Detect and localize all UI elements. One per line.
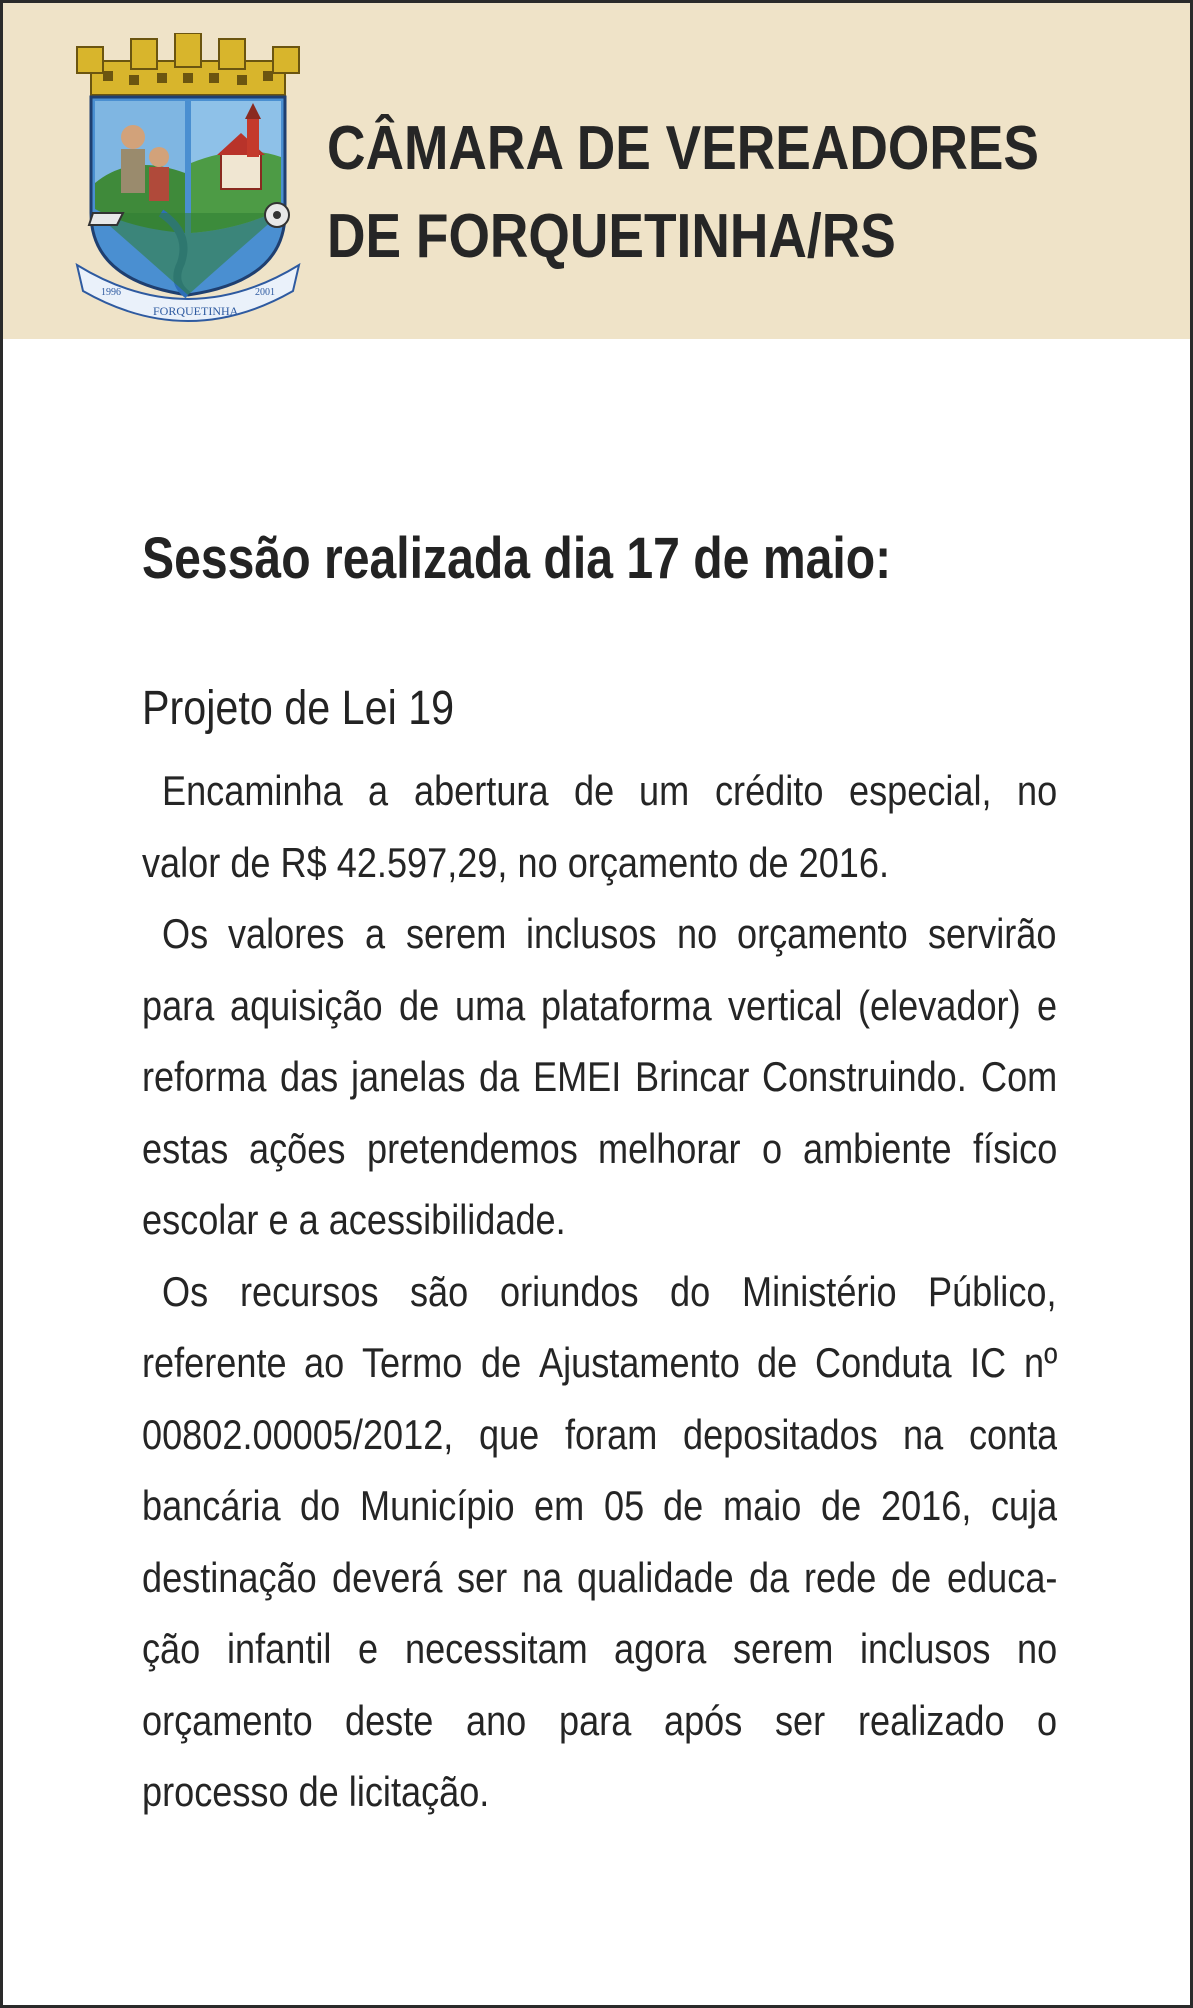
crest-year-right: 2001 [255, 287, 275, 298]
institution-title-line-2: DE FORQUETINHA/RS [327, 202, 896, 271]
body-line: ção infantil e necessitam agora serem inclusos no [142, 1625, 1057, 1672]
body-line: para aquisição de uma plataforma vertical (elevador) e [142, 981, 1057, 1029]
body-line: reforma das janelas da EMEI Brincar Construindo. Com [142, 1053, 1057, 1100]
body-line: Os valores a serem inclusos no orçamento servirão [162, 910, 1057, 957]
body-line: orçamento deste ano para após ser realizado o [142, 1696, 1057, 1744]
municipal-coat-of-arms-icon [71, 33, 305, 325]
body-line: processo de licitação. [142, 1768, 490, 1815]
institution-title-line-1: CÂMARA DE VEREADORES [327, 114, 1039, 183]
session-heading: Sessão realizada dia 17 de maio: [142, 526, 892, 591]
article-body [142, 755, 1057, 1828]
body-line: referente ao Termo de Ajustamento de Conduta IC nº [142, 1339, 1057, 1386]
institution-title [327, 105, 1039, 281]
project-title: Projeto de Lei 19 [142, 682, 455, 735]
body-line: 00802.00005/2012, que foram depositados na conta [142, 1410, 1057, 1458]
crest-year-left: 1996 [101, 287, 121, 298]
crest-ribbon-text: FORQUETINHA [153, 304, 239, 318]
body-line: escolar e a acessibilidade. [142, 1196, 566, 1243]
body-line: Encaminha a abertura de um crédito especial, no [162, 767, 1057, 814]
body-line: estas ações pretendemos melhorar o ambiente físico [142, 1124, 1057, 1172]
body-line: Os recursos são oriundos do Ministério Público, [162, 1267, 1057, 1315]
header-banner [3, 3, 1190, 339]
body-line: valor de R$ 42.597,29, no orçamento de 2016. [142, 838, 890, 886]
body-line: bancária do Município em 05 de maio de 2016, cuja [142, 1482, 1057, 1529]
body-line: destinação deverá ser na qualidade da rede de educa- [142, 1553, 1057, 1601]
